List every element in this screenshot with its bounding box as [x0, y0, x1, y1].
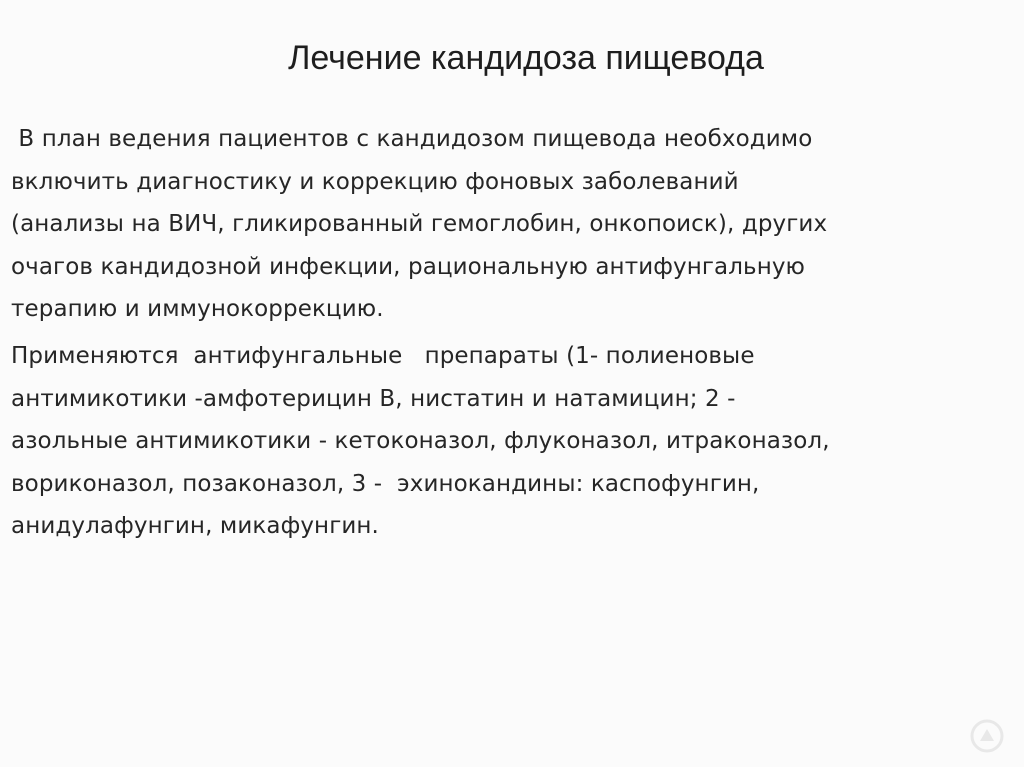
- watermark-icon: [970, 719, 1004, 753]
- text-line: (анализы на ВИЧ, гликированный гемоглобин, онкопоиск), других: [11, 211, 828, 238]
- paragraph-management-plan: [11, 118, 1001, 331]
- text-line: азольные антимикотики - кетоконазол, флуконазол, итраконазол,: [11, 428, 830, 455]
- text-line: терапию и иммунокоррекцию.: [11, 296, 384, 323]
- slide-title: Лечение кандидоза пищевода: [288, 39, 764, 77]
- text-line: Применяются антифунгальные препараты (1- полиеновые: [11, 342, 755, 369]
- text-line: В план ведения пациентов с кандидозом пищевода необходимо: [11, 126, 813, 152]
- paragraph-antifungal-drugs: [11, 335, 1001, 548]
- text-line: анидулафунгин, микафунгин.: [11, 513, 379, 540]
- text-line: очагов кандидозной инфекции, рациональную антифунгальную: [11, 253, 806, 280]
- text-line: антимикотики -амфотерицин В, нистатин и натамицин; 2 -: [11, 385, 736, 412]
- slide-body: [11, 118, 1001, 548]
- text-line: включить диагностику и коррекцию фоновых заболеваний: [11, 168, 739, 195]
- text-line: вориконазол, позаконазол, 3 - эхинокандины: каспофунгин,: [11, 470, 760, 497]
